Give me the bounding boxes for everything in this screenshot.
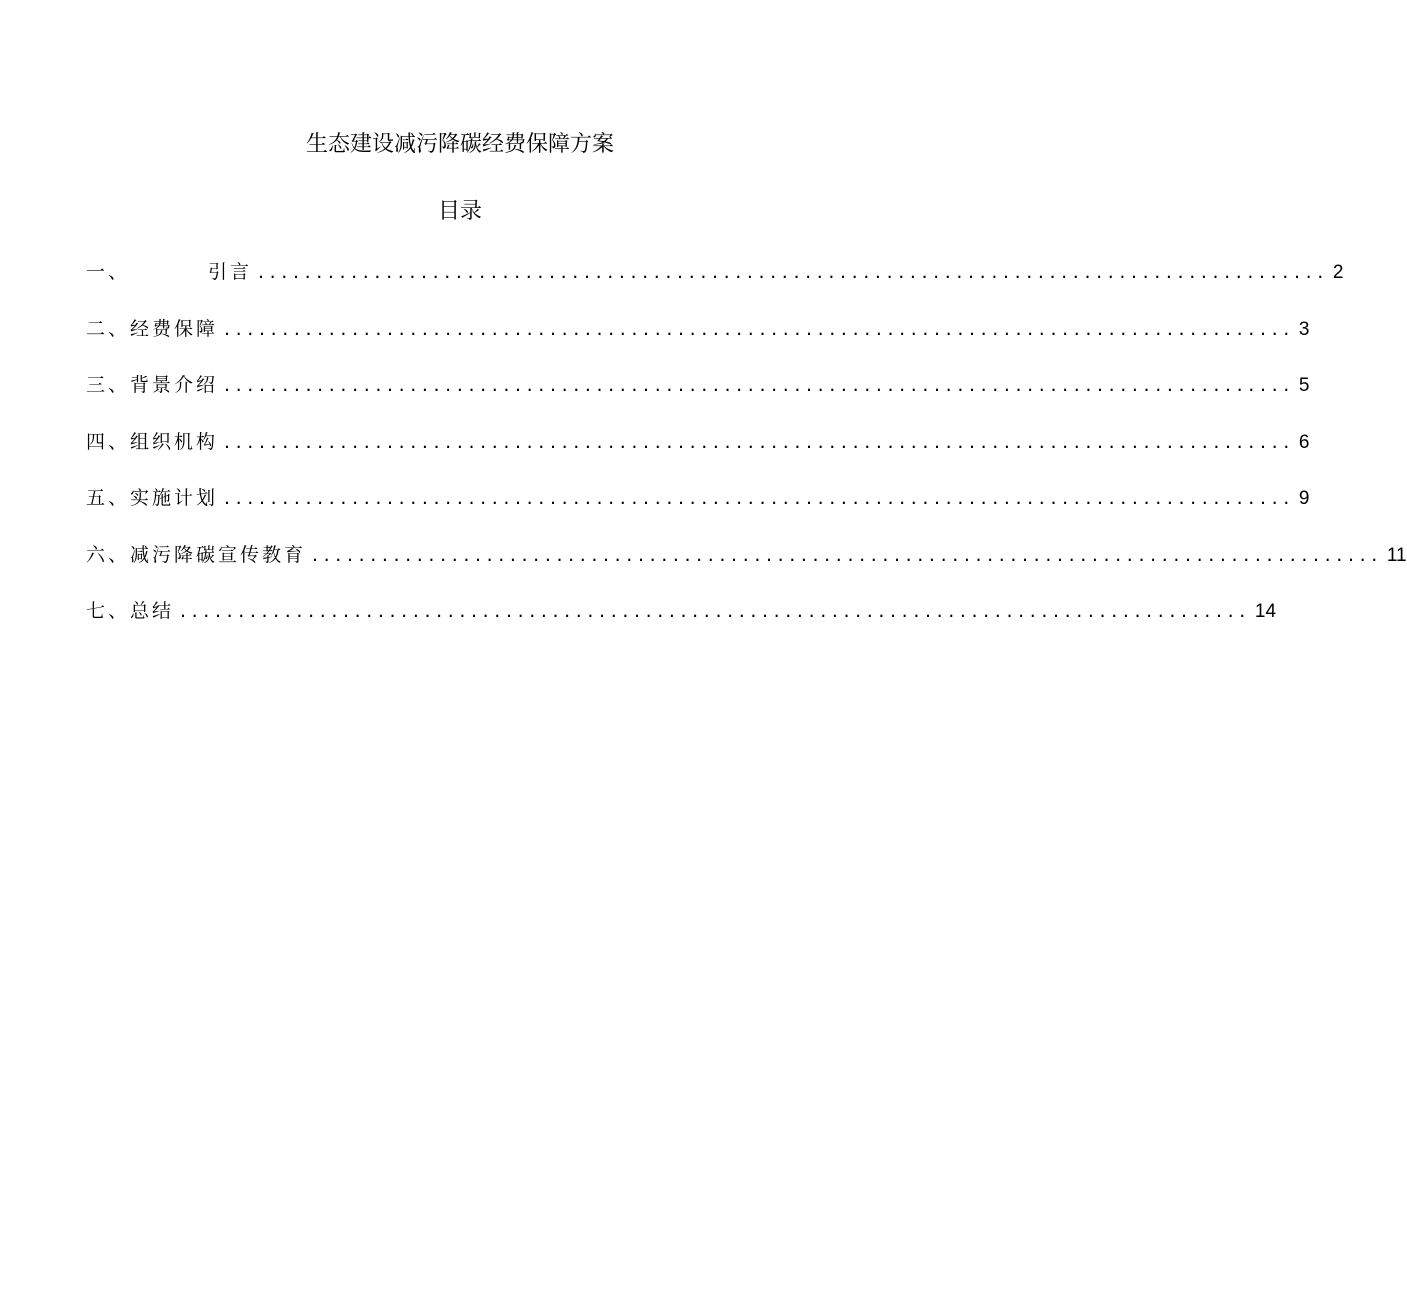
toc-entry-implementation[interactable]	[86, 481, 1310, 515]
toc-dot-leader: ............................................................................................	[258, 261, 1329, 283]
toc-entry-page: 11	[1386, 545, 1407, 566]
toc-entry-number: 七、	[86, 600, 131, 622]
toc-dot-leader: ............................................................................................	[224, 431, 1295, 453]
toc-entry-summary[interactable]	[86, 594, 1277, 628]
toc-entry-label: 经费保障	[130, 318, 219, 340]
toc-entry-number: 五、	[86, 487, 131, 509]
toc-entry-label: 减污降碳宣传教育	[130, 544, 307, 566]
toc-entry-label: 总结	[130, 600, 175, 622]
toc-dot-leader: ............................................................................................	[180, 600, 1251, 622]
toc-heading: 目录	[437, 199, 482, 224]
toc-entry-education[interactable]	[86, 538, 1407, 572]
toc-entry-page: 3	[1298, 319, 1310, 340]
document-title: 生态建设减污降碳经费保障方案	[305, 132, 614, 157]
toc-entry-number: 一、	[86, 261, 131, 283]
toc-entry-label: 引言	[208, 261, 253, 283]
toc-entry-number: 三、	[86, 374, 131, 396]
toc-entry-number: 六、	[86, 544, 131, 566]
toc-dot-leader: ............................................................................................	[312, 544, 1383, 566]
toc-entry-label: 背景介绍	[130, 374, 219, 396]
toc-entry-funding[interactable]	[86, 312, 1310, 346]
toc-entry-page: 6	[1298, 432, 1310, 453]
toc-entry-label: 实施计划	[130, 487, 219, 509]
toc-entry-page: 9	[1298, 488, 1310, 509]
toc-entry-page: 2	[1332, 262, 1344, 283]
toc-entry-page: 14	[1254, 601, 1277, 622]
toc-entry-number: 二、	[86, 318, 131, 340]
toc-dot-leader: ............................................................................................	[224, 374, 1295, 396]
toc-dot-leader: ............................................................................................	[224, 487, 1295, 509]
toc-entry-background[interactable]	[86, 368, 1310, 402]
toc-entry-intro[interactable]	[86, 255, 1344, 289]
toc-entry-page: 5	[1298, 375, 1310, 396]
toc-dot-leader: ............................................................................................	[224, 318, 1295, 340]
toc-entry-organization[interactable]	[86, 425, 1310, 459]
toc-entry-number: 四、	[86, 431, 131, 453]
toc-entry-label: 组织机构	[130, 431, 219, 453]
